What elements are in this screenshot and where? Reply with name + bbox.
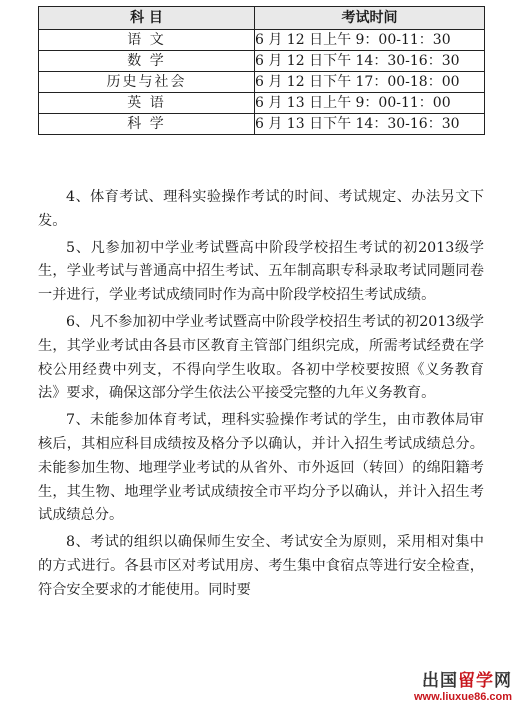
header-exam-time: 考试时间 [255,7,485,30]
subject-cell: 语 文 [39,30,255,51]
header-subject: 科 目 [39,7,255,30]
time-cell: 6 月 12 日上午 9：00-11：30 [255,30,485,51]
paragraph-item-7: 7、未能参加体育考试，理科实验操作考试的学生，由市教体局审核后，其相应科目成绩按及格分予以确认，并计入招生考试成绩总分。未能参加生物、地理学业考试的从省外、市外返回（转回）的绵阳籍考生，其生物、地理学业考试成绩按全市平均分予以确认，并计入招生考试成绩总分。 [38,412,484,524]
paragraph-item-5: 5、凡参加初中学业考试暨高中阶段学校招生考试的初2013级学生，学业考试与普通高中招生考试、五年制高职专科录取考试同题同卷一并进行，学业考试成绩同时作为高中阶段学校招生考试成绩。 [38,239,484,304]
paragraph-item-4: 4、体育考试、理科实验操作考试的时间、考试规定、办法另文下发。 [38,189,484,229]
subject-cell: 历史与社会 [39,72,255,93]
watermark-logo-text: 出国留学网 [422,671,512,691]
time-cell: 6 月 12 日下午 14：30-16：30 [255,51,485,72]
subject-cell: 科 学 [39,114,255,135]
subject-cell: 英 语 [39,93,255,114]
table-row [39,30,485,51]
table-row [39,51,485,72]
paragraph-item-8: 8、考试的组织以确保师生安全、考试安全为原则，采用相对集中的方式进行。各县市区对考试用房、考生集中食宿点等进行安全检查，符合安全要求的才能使用。同时要 [38,534,484,598]
table-row [39,114,485,135]
time-cell: 6 月 12 日下午 17：00-18：00 [255,72,485,93]
body-text [38,186,484,606]
time-cell: 6 月 13 日上午 9：00-11：00 [255,93,485,114]
watermark-url: www.liuxue86.com [413,691,512,703]
exam-schedule-table [38,6,485,135]
table-row [39,72,485,93]
subject-cell: 数 学 [39,51,255,72]
site-watermark [412,672,514,703]
paragraph-item-6: 6、凡不参加初中学业考试暨高中阶段学校招生考试的初2013级学生，其学业考试由各县市区教育主管部门组织完成，所需考试经费在学校公用经费中列支，不得向学生收取。各初中学校要按照《义务教育法》要求，确保这部分学生依法公平接受完整的九年义务教育。 [38,313,484,402]
time-cell: 6 月 13 日下午 14：30-16：30 [255,114,485,135]
table-header-row [39,7,485,30]
table-row [39,93,485,114]
